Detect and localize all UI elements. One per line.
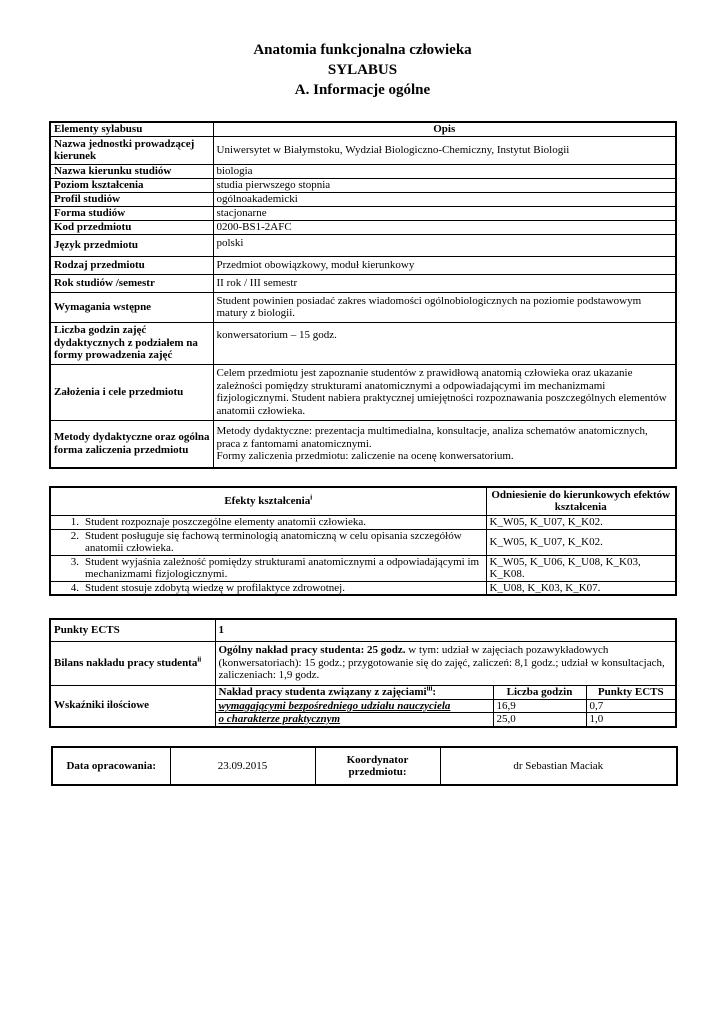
hours-header: Liczba godzin — [493, 685, 586, 699]
effect-row — [50, 529, 486, 555]
effect-row — [50, 555, 486, 581]
effect-ref: K_U08, K_K03, K_K07. — [486, 581, 676, 595]
info-table — [49, 121, 677, 469]
effect-text: Student wyjaśnia zależność pomiędzy strukturami anatomicznymi a odpowiadającymi im mechanizmami fizjologicznymi. — [85, 555, 480, 580]
effect-ref: K_W05, K_U06, K_U08, K_K03, K_K08. — [486, 555, 676, 581]
effects-header: Efekty kształcenia$^i$ — [50, 487, 486, 515]
reference-header: Odniesienie do kierunkowych efektów kształcenia — [486, 487, 676, 515]
footer-table — [51, 746, 678, 786]
indicator-label: o charakterze praktycznym — [215, 713, 493, 727]
indicator-hours: 25,0 — [493, 713, 586, 727]
assessment-text: Formy zaliczenia przedmiotu: zaliczenie na ocenę konwersatorium. — [216, 450, 514, 462]
info-label: Nazwa kierunku studiów — [50, 164, 213, 178]
ects-points-value: 1 — [215, 619, 676, 641]
workload-balance-label: Bilans nakładu pracy studenta$^{ii}$ — [50, 641, 215, 685]
effect-ref: K_W05, K_U07, K_K02. — [486, 529, 676, 555]
doc-title: Anatomia funkcjonalna człowieka — [253, 42, 472, 58]
info-value: ogólnoakademicki — [213, 192, 676, 206]
doc-subtitle: SYLABUS — [327, 62, 398, 78]
info-value: studia pierwszego stopnia — [213, 178, 676, 192]
info-value: II rok / III semestr — [213, 274, 676, 292]
effect-number: 2. — [70, 529, 79, 542]
indicator-label: wymagającymi bezpośredniego udziału nauczyciela — [215, 699, 493, 713]
date-label: Data opracowania: — [52, 747, 170, 785]
info-value: Celem przedmiotu jest zapoznanie studentów z prawidłową anatomią człowieka oraz ukazanie zależności pomiędzy strukturami anatomicznymi a odpowiadającymi im mechanizmami fizjologicznymi. Student nabiera praktycznej umiejętności rozpoznawania poszczególnych elementów anatomii człowieka. — [213, 364, 676, 420]
effect-text: Student rozpoznaje poszczególne elementy anatomii człowieka. — [85, 515, 366, 528]
footnote-marker: ii — [197, 655, 202, 664]
workload-balance-text: Ogólny nakład pracy studenta: 25 godz. w tym: udział w zajęciach pozawykładowych (konwersatoriach): 15 godz.; przygotowanie się do zajęć, zaliczeń: 8,1 godz.; udział w konsultacjach, zaliczeniach: 1,9 godz. — [215, 641, 676, 685]
effect-row — [50, 515, 486, 529]
section-heading: A. Informacje ogólne — [294, 82, 431, 98]
effect-text: Student posługuje się fachową terminologią anatomiczną w celu opisania szczegółów anatomii człowieka. — [85, 529, 462, 554]
date-value: 23.09.2015 — [170, 747, 315, 785]
info-value: biologia — [213, 164, 676, 178]
effect-text: Student stosuje zdobytą wiedzę w profilaktyce zdrowotnej. — [85, 581, 345, 594]
effect-row — [50, 581, 486, 595]
info-label: Język przedmiotu — [50, 234, 213, 256]
info-label: Rodzaj przedmiotu — [50, 256, 213, 274]
effect-ref: K_W05, K_U07, K_K02. — [486, 515, 676, 529]
info-label: Forma studiów — [50, 206, 213, 220]
indicators-label: Wskaźniki ilościowe — [50, 685, 215, 727]
info-label: Liczba godzin zajęć dydaktycznych z podziałem na formy prowadzenia zajęć — [50, 322, 213, 364]
ects-header: Punkty ECTS — [586, 685, 676, 699]
info-value: Student powinien posiadać zakres wiadomości ogólnobiologicznych na poziomie podstawowym matury z biologii. — [213, 292, 676, 322]
info-value: stacjonarne — [213, 206, 676, 220]
info-label: Nazwa jednostki prowadzącej kierunek — [50, 136, 213, 164]
indicator-hours: 16,9 — [493, 699, 586, 713]
footnote-marker: iii — [426, 684, 433, 693]
indicator-ects: 1,0 — [586, 713, 676, 727]
ects-points-label: Punkty ECTS — [50, 619, 215, 641]
info-value: Uniwersytet w Białymstoku, Wydział Biologiczno-Chemiczny, Instytut Biologii — [213, 136, 676, 164]
ects-table — [49, 618, 677, 728]
info-label: Kod przedmiotu — [50, 220, 213, 234]
indicator-ects: 0,7 — [586, 699, 676, 713]
footnote-marker: i — [310, 493, 313, 502]
info-value: 0200-BS1-2AFC — [213, 220, 676, 234]
info-value — [213, 420, 676, 468]
info-label: Profil studiów — [50, 192, 213, 206]
effect-number: 1. — [70, 515, 79, 528]
info-label: Metody dydaktyczne oraz ogólna forma zaliczenia przedmiotu — [50, 420, 213, 468]
effect-number: 3. — [70, 555, 79, 568]
info-label: Wymagania wstępne — [50, 292, 213, 322]
col-desc-header: Opis — [213, 122, 676, 136]
methods-text: Metody dydaktyczne: prezentacja multimedialna, konsultacje, analiza schematów anatomicznych, praca z fantomami anatomicznymi. — [216, 425, 648, 450]
info-label: Rok studiów /semestr — [50, 274, 213, 292]
info-value: Przedmiot obowiązkowy, moduł kierunkowy — [213, 256, 676, 274]
indicators-header: Nakład pracy studenta związany z zajęciami$^{iii}$: — [215, 685, 493, 699]
col-elements-header: Elementy sylabusu — [50, 122, 213, 136]
coordinator-value: dr Sebastian Maciak — [440, 747, 677, 785]
effects-table — [49, 486, 677, 596]
coordinator-label: Koordynator przedmiotu: — [315, 747, 440, 785]
info-label: Założenia i cele przedmiotu — [50, 364, 213, 420]
info-label: Poziom kształcenia — [50, 178, 213, 192]
info-value: polski — [213, 234, 676, 256]
effect-number: 4. — [70, 581, 79, 594]
info-value: konwersatorium – 15 godz. — [213, 322, 676, 364]
